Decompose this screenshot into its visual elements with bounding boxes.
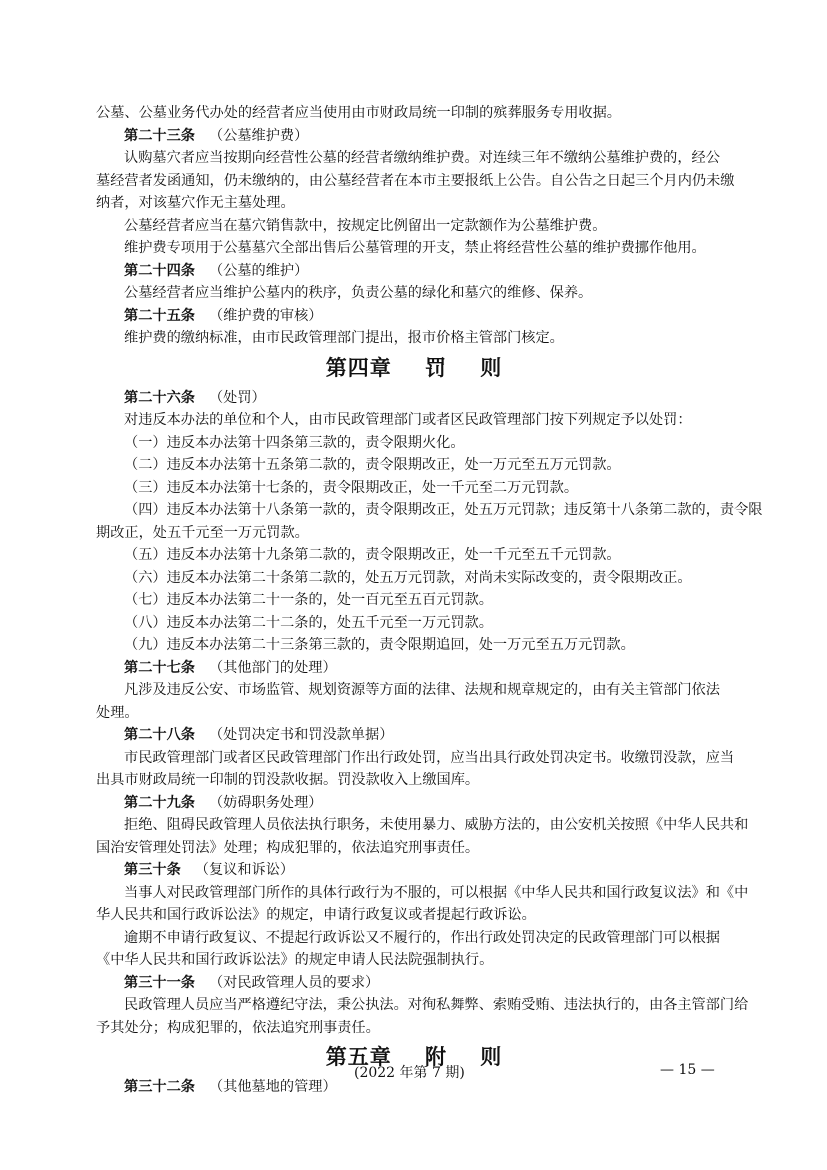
text-line: （一）违反本办法第十四条第三款的，责令限期火化。 xyxy=(124,434,465,451)
page-number: — 15 — xyxy=(660,1062,715,1078)
text-line: 纳者，对该墓穴作无主墓处理。 xyxy=(96,195,295,211)
article-heading xyxy=(96,972,732,995)
text-line: （九）违反本办法第二十三条第三款的，责令限期追回，处一万元至五万元罚款。 xyxy=(124,637,635,653)
text-line: 出具市财政局统一印制的罚没款收据。罚没款收入上缴国库。 xyxy=(96,772,480,788)
article-number: 第三十一条 xyxy=(124,974,195,991)
page-footer xyxy=(0,1062,827,1086)
text-line: （六）违反本办法第二十条第二款的，处五万元罚款，对尚未实际改变的，责令限期改正。 xyxy=(124,569,692,586)
text-line: （七）违反本办法第二十一条的，处一百元至五百元罚款。 xyxy=(124,592,493,608)
article-number: 第二十七条 xyxy=(124,659,195,676)
article-number: 第二十四条 xyxy=(124,262,195,279)
article-heading xyxy=(96,305,732,328)
article-heading xyxy=(96,260,732,283)
text-line: 公墓经营者应当维护公墓内的秩序，负责公墓的绿化和墓穴的维修、保养。 xyxy=(124,285,593,301)
article-number: 第二十八条 xyxy=(124,727,195,743)
text-line: （五）违反本办法第十九条第二款的，责令限期改正，处一千元至五千元罚款。 xyxy=(124,547,621,563)
article-title: （处罚） xyxy=(208,389,266,406)
text-line: 拒绝、阻碍民政管理人员依法执行职务，未使用暴力、威胁方法的，由公安机关按照《中华人民共和 xyxy=(124,817,749,833)
text-line: （八）违反本办法第二十二条的，处五千元至一万元罚款。 xyxy=(124,614,493,631)
text-line: 民政管理人员应当严格遵纪守法，秉公执法。对徇私舞弊、索贿受贿、违法执行的，由各主管部门给 xyxy=(124,997,749,1013)
text-line: （四）违反本办法第十八条第一款的，责令限期改正，处五万元罚款；违反第十八条第二款的，责令限 xyxy=(124,502,763,518)
text-line: 期改正，处五千元至一万元罚款。 xyxy=(96,524,309,541)
text-line: 市民政管理部门或者区民政管理部门作出行政处罚，应当出具行政处罚决定书。收缴罚没款，应当 xyxy=(124,749,735,766)
article-heading xyxy=(96,859,732,882)
text-line: 处理。 xyxy=(96,704,139,721)
article-number: 第二十六条 xyxy=(124,389,195,406)
issue-label: (2022 年第 7 期) xyxy=(354,1065,465,1081)
article-title: （维护费的审核） xyxy=(208,307,323,324)
article-number: 第二十五条 xyxy=(124,307,195,324)
text-line: 对违反本办法的单位和个人，由市民政管理部门或者区民政管理部门按下列规定予以处罚： xyxy=(124,412,692,428)
text-line: （二）违反本办法第十五条第二款的，责令限期改正，处一万元至五万元罚款。 xyxy=(124,457,621,473)
article-number: 第二十三条 xyxy=(124,127,195,144)
text-line: 华人民共和国行政诉讼法》的规定，申请行政复议或者提起行政诉讼。 xyxy=(96,907,536,923)
text-line: 当事人对民政管理部门所作的具体行政行为不服的，可以根据《中华人民共和国行政复议法》和《中 xyxy=(124,884,749,901)
article-heading xyxy=(96,125,732,148)
article-title: （其他墓地的管理） xyxy=(208,1079,337,1095)
article-title: （公墓的维护） xyxy=(208,262,309,279)
document-body xyxy=(96,102,763,1099)
text-line: 维护费专项用于公墓墓穴全部出售后公墓管理的开支，禁止将经营性公墓的维护费挪作他用。 xyxy=(124,240,706,256)
text-line: 认购墓穴者应当按期向经营性公墓的经营者缴纳维护费。对连续三年不缴纳公墓维护费的，经公 xyxy=(124,150,720,166)
text-line: 维护费的缴纳标准，由市民政管理部门提出，报市价格主管部门核定。 xyxy=(124,330,564,346)
article-title: （对民政管理人员的要求） xyxy=(208,974,380,991)
article-number: 第三十二条 xyxy=(124,1079,195,1095)
article-heading xyxy=(96,387,732,410)
text-line: 公墓、公墓业务代办处的经营者应当使用由市财政局统一印制的殡葬服务专用收据。 xyxy=(96,105,621,121)
article-number: 第三十条 xyxy=(124,862,181,878)
text-line: 墓经营者发函通知，仍未缴纳的，由公墓经营者在本市主要报纸上公告。自公告之日起三个月内仍未缴 xyxy=(96,172,735,189)
chapter-heading: 第五章 附 则 xyxy=(325,1045,503,1069)
article-title: （复议和诉讼） xyxy=(194,862,295,878)
article-heading xyxy=(96,792,732,815)
article-heading xyxy=(96,724,732,747)
text-line: 《中华人民共和国行政诉讼法》的规定申请人民法院强制执行。 xyxy=(96,952,494,968)
article-title: （处罚决定书和罚没款单据） xyxy=(208,727,394,743)
chapter-heading: 第四章 罚 则 xyxy=(325,355,503,380)
article-heading xyxy=(96,657,732,680)
text-line: 逾期不申请行政复议、不提起行政诉讼又不履行的，作出行政处罚决定的民政管理部门可以根据 xyxy=(124,929,720,946)
article-number: 第二十九条 xyxy=(124,794,195,811)
article-title: （公墓维护费） xyxy=(208,127,309,144)
text-line: 国治安管理处罚法》处理；构成犯罪的，依法追究刑事责任。 xyxy=(96,839,480,856)
text-line: （三）违反本办法第十七条的，责令限期改正，处一千元至二万元罚款。 xyxy=(124,479,579,496)
text-line: 予其处分；构成犯罪的，依法追究刑事责任。 xyxy=(96,1019,380,1036)
text-line: 公墓经营者应当在墓穴销售款中，按规定比例留出一定款额作为公墓维护费。 xyxy=(124,217,607,234)
article-title: （其他部门的处理） xyxy=(208,659,337,676)
article-title: （妨碍职务处理） xyxy=(208,794,323,811)
text-line: 凡涉及违反公安、市场监管、规划资源等方面的法律、法规和规章规定的，由有关主管部门依法 xyxy=(124,682,720,698)
